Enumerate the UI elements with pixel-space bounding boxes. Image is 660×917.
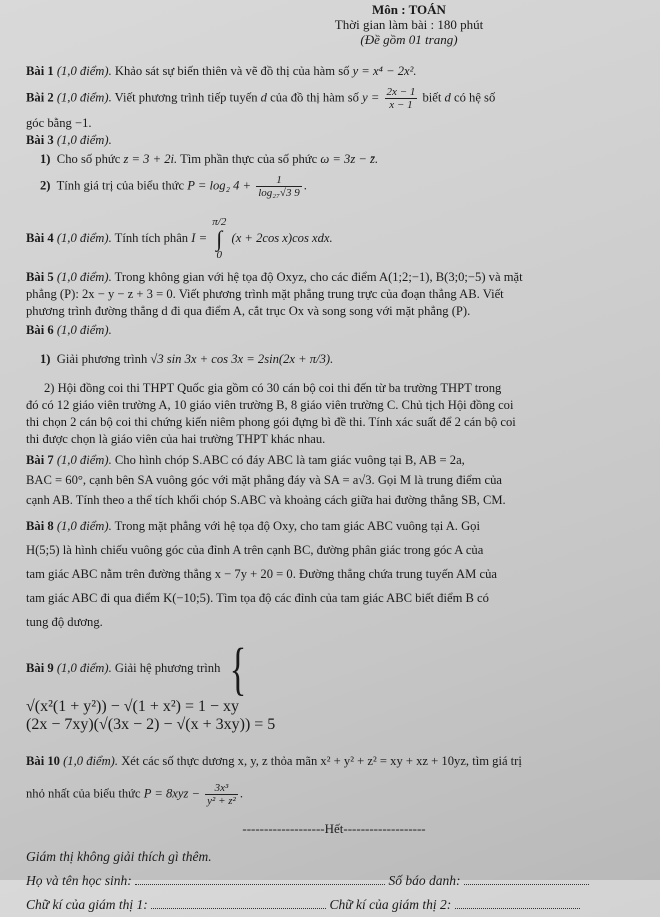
problem-6-part-2: 2) Hội đồng coi thi THPT Quốc gia gồm có 30 cán bộ coi thi đến từ ba trường THPT trong [44, 381, 502, 395]
problem-8: Bài 8 (1,0 điểm). Trong mặt phẳng với hệ tọa độ Oxy, cho tam giác ABC vuông tại A. Gọi [26, 519, 480, 533]
problem-2-line2: góc bằng −1. [26, 116, 92, 130]
problem-8-line2: H(5;5) là hình chiếu vuông góc của đỉnh A trên cạnh BC, đường phân giác trong góc A của [26, 543, 484, 557]
problem-6: Bài 6 (1,0 điểm). [26, 323, 112, 337]
footer-signature-line: Chữ kí của giám thị 1: Chữ kí của giám thị 2: [26, 893, 642, 917]
fraction: $\frac{2x - 1}{x - 1}$ [386, 86, 416, 111]
problem-7-line2: BAC = 60°, cạnh bên SA vuông góc với mặt phẳng đáy và SA = a√3. Gọi M là trung điểm của [26, 473, 502, 487]
fraction: $\frac{1}{\text{log₂₇√3 9}}$ [258, 174, 300, 199]
signature-2-blank [455, 907, 580, 909]
exam-header [26, 0, 642, 47]
problem-6-part-2-line2: đó có 12 giáo viên trường A, 10 giáo viên trường B, 8 giáo viên trường C. Chủ tịch Hội đồng coi [26, 398, 514, 412]
page-note: (Đề gồm 01 trang) [360, 32, 458, 47]
integral-sign: π/2 ∫ 0 [212, 216, 227, 261]
problem-3-part-2: 2) Tính giá trị của biểu thức P = log₂ 4 + $\frac{1}{\text{log₂₇√3 9}}$ . [40, 174, 307, 199]
problem-5-line2: phẳng (P): 2x − y − z + 3 = 0. Viết phương trình mặt phẳng trung trực của đoạn thẳng AB. Viết [26, 287, 504, 301]
signature-1-blank [151, 907, 326, 909]
problem-10: Bài 10 (1,0 điểm). Xét các số thực dương x, y, z thỏa mãn x² + y² + z² = xy + xz + 10yz, tìm giá trị [26, 754, 522, 768]
problem-6-part-1: 1) Giải phương trình √3 sin 3x + cos 3x = 2sin(2x + π/3). [40, 352, 334, 366]
problem-10-line2: nhỏ nhất của biểu thức P = 8xyz − $\frac{\text{3x³}}{\text{y² + z²}}$ . [26, 782, 243, 807]
problem-8-line5: tung độ dương. [26, 615, 103, 629]
problem-3: Bài 3 (1,0 điểm). [26, 133, 112, 147]
equation-1: √(x²(1 + y²)) − √(1 + x²) = 1 − xy [26, 698, 240, 715]
student-name-blank [135, 883, 385, 885]
problem-6-part-2-line4: thi được chọn là giáo viên của hai trường THPT khác nhau. [26, 432, 326, 446]
problem-8-line4: tam giác ABC đi qua điểm K(−10;5). Tìm tọa độ các đỉnh của tam giác ABC biết điểm B có [26, 591, 489, 605]
problem-7-line3: cạnh AB. Tính theo a thể tích khối chóp S.ABC và khoảng cách giữa hai đường thẳng SB, CM. [26, 493, 506, 507]
student-id-blank [464, 883, 589, 885]
problem-9: Bài 9 (1,0 điểm). Giải hệ phương trình { [26, 640, 642, 698]
fraction: $\frac{\text{3x³}}{\text{y² + z²}}$ [207, 782, 236, 807]
problem-8-line3: tam giác ABC nằm trên đường thẳng x − 7y + 20 = 0. Đường thẳng chứa trung tuyến AM của [26, 567, 497, 581]
problem-3-part-1: 1) Cho số phức z = 3 + 2i. Tìm phần thực của số phức ω = 3z − z̄. [40, 152, 379, 166]
end-marker: -------------------Hết------------------- [242, 821, 426, 836]
footer-student-line: Họ và tên học sinh: Số báo danh: [26, 869, 642, 893]
problem-6-part-2-line3: thi chọn 2 cán bộ coi thi chứng kiến niêm phong gói đựng bì đề thi. Tính xác suất để 2 cán bộ coi [26, 415, 516, 429]
problem-5: Bài 5 (1,0 điểm). Trong không gian với hệ tọa độ Oxyz, cho các điểm A(1;2;−1), B(3;0;−5) và mặt [26, 270, 523, 284]
problem-5-line3: phương trình đường thẳng d đi qua điểm A, cắt trục Ox và song song với mặt phẳng (P). [26, 304, 471, 318]
problem-1: Bài 1 (1,0 điểm). Khảo sát sự biến thiên và vẽ đồ thị của hàm số y = x⁴ − 2x². [26, 64, 417, 78]
footer-note: Giám thị không giải thích gì thêm. [26, 849, 212, 864]
problem-2: Bài 2 (1,0 điểm). Viết phương trình tiếp tuyến d của đồ thị hàm số y = $\frac{2x - 1}{x - 1}$ biết d có hệ số [26, 86, 496, 111]
equation-2: (2x − 7xy)(√(3x − 2) − √(x + 3xy)) = 5 [26, 716, 276, 733]
subject: Môn : TOÁN [372, 2, 446, 17]
time-limit: Thời gian làm bài : 180 phút [334, 17, 484, 32]
problem-4: Bài 4 (1,0 điểm). Tính tích phân I = π/2 ∫ 0 (x + 2cos x)cos xdx. [26, 216, 333, 261]
equation-system: { [229, 636, 246, 701]
problem-7: Bài 7 (1,0 điểm). Cho hình chóp S.ABC có đáy ABC là tam giác vuông tại B, AB = 2a, [26, 453, 465, 467]
